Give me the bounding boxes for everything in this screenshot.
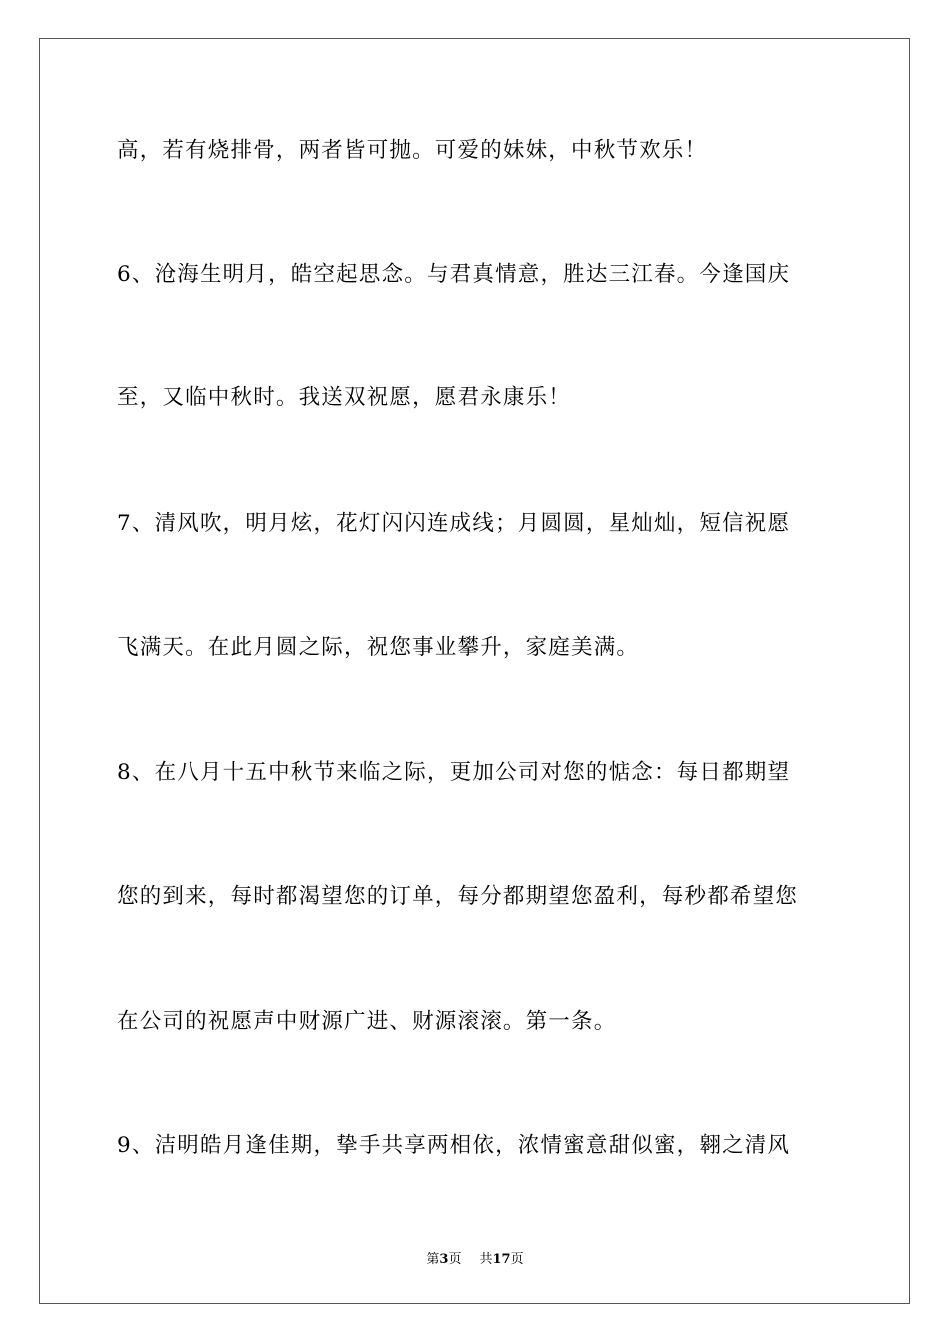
body-line-1: 高，若有烧排骨，两者皆可抛。可爱的妹妹，中秋节欢乐！ [117, 138, 708, 163]
body-line-3: 至，又临中秋时。我送双祝愿，愿君永康乐！ [117, 385, 572, 410]
page-footer [0, 1248, 950, 1267]
page-border [39, 38, 910, 1304]
page-prefix: 第 [426, 1252, 440, 1267]
body-line-2: 6、沧海生明月，皓空起思念。与君真情意，胜达三江春。今逢国庆 [117, 262, 791, 287]
total-suffix: 页 [510, 1252, 524, 1267]
page-suffix: 页 [448, 1252, 462, 1267]
total-prefix: 共 [479, 1252, 493, 1267]
total-pages: 17 [492, 1252, 511, 1267]
body-line-6: 8、在八月十五中秋节来临之际，更加公司对您的惦念：每日都期望 [117, 760, 791, 785]
body-line-7: 您的到来，每时都渴望您的订单，每分都期望您盈利，每秒都希望您 [117, 884, 799, 909]
body-line-5: 飞满天。在此月圆之际，祝您事业攀升，家庭美满。 [117, 635, 640, 660]
body-line-8: 在公司的祝愿声中财源广进、财源滚滚。第一条。 [117, 1009, 617, 1034]
body-line-4: 7、清风吹，明月炫，花灯闪闪连成线；月圆圆，星灿灿，短信祝愿 [117, 511, 791, 536]
page-number: 3 [439, 1252, 449, 1267]
body-line-9: 9、洁明皓月逢佳期，挚手共享两相依，浓情蜜意甜似蜜，翱之清风 [117, 1133, 791, 1158]
